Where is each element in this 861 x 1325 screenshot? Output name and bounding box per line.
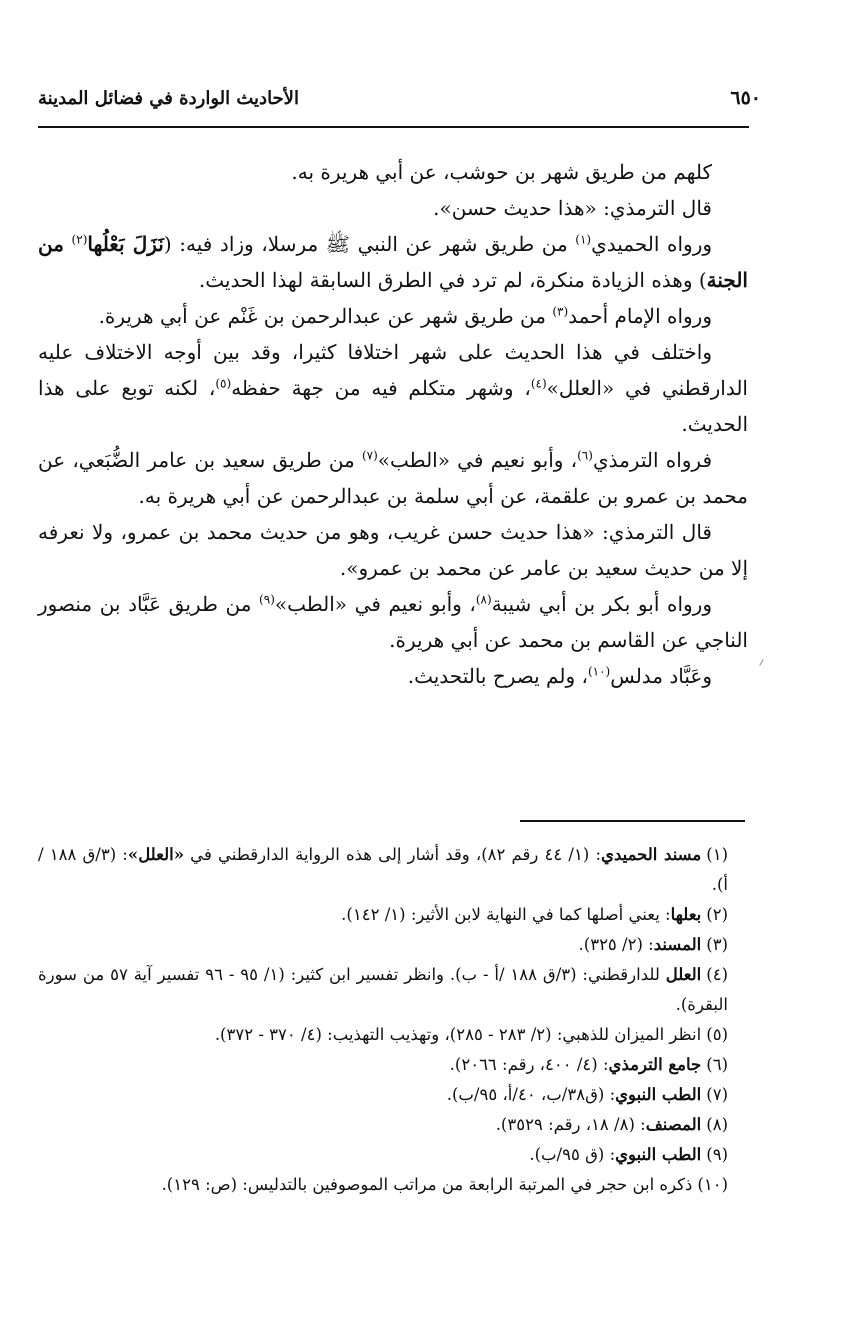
footnote-marker: (٤) (530, 376, 547, 391)
footnote-source: الطب النبوي (615, 1085, 702, 1104)
footnote-marker: (١) (575, 232, 592, 247)
footnote (38, 1110, 748, 1140)
footnote-marker: (٩) (259, 592, 275, 607)
paragraph-text: ورواه الإمام أحمد (568, 304, 712, 328)
paragraph-text: ، ولم يصرح بالتحديث. (407, 664, 588, 688)
footnote-text: : (ق ٩٥/ب). (529, 1145, 616, 1164)
footnote-text: : (٢/ ٣٢٥). (578, 935, 654, 954)
footnote-number: (٦) (706, 1055, 728, 1074)
footnote-marker: (١٠) (587, 664, 611, 679)
footnote (38, 1080, 748, 1110)
footnote-text: ذكره ابن حجر في المرتبة الرابعة من مراتب الموصوفين بالتدليس: (ص: ١٢٩). (161, 1175, 693, 1194)
footnote (38, 1020, 748, 1050)
footnote-marker: (٨) (475, 592, 492, 607)
footnote-separator (520, 820, 745, 822)
paragraph (38, 298, 748, 334)
footnote-number: (٣) (706, 935, 728, 954)
footnote-marker: (٥) (215, 376, 232, 391)
footnote-text: : (٨/ ١٨، رقم: ٣٥٢٩). (495, 1115, 646, 1134)
footnote (38, 840, 748, 900)
paragraph (38, 226, 748, 298)
running-title: الأحاديث الواردة في فضائل المدينة (38, 87, 299, 109)
footnote-number: (٨) (706, 1115, 728, 1134)
footnote-marker: (٦) (577, 448, 593, 463)
footnote-marker: (٧) (361, 448, 378, 463)
footnote (38, 1170, 748, 1200)
margin-pen-mark (759, 659, 764, 665)
paragraph (38, 658, 748, 694)
footnote (38, 1140, 748, 1170)
paragraph (38, 514, 748, 586)
emphasis-text: من الجنة (38, 232, 748, 292)
footnote-number: (٥) (706, 1025, 728, 1044)
paragraph-text: من طريق عَبَّاد بن منصور الناجي عن القاسم بن محمد عن أبي هريرة. (38, 592, 748, 652)
paragraph-text: من طريق سعيد بن عامر الضُّبَعي، عن محمد بن عمرو بن علقمة، عن أبي سلمة بن عبدالرحمن عن أبي هريرة به. (38, 448, 748, 508)
footnote-text: : (١/ ٤٤ رقم ٨٢)، وقد أشار إلى هذه الرواية الدارقطني في (184, 845, 602, 864)
paragraph-text (64, 232, 72, 256)
footnote-source: المسند (653, 935, 702, 954)
paragraph-text: ، وأبو نعيم في «الطب» (377, 448, 578, 472)
paragraph-text: ، وأبو نعيم في «الطب» (274, 592, 476, 616)
footnote-source: مسند الحميدي (601, 845, 702, 864)
footnote-marker: (٣) (552, 304, 569, 319)
paragraph (38, 442, 748, 514)
footnote-text: : (ق٣٨/ب، ٤٠/أ، ٩٥/ب). (446, 1085, 616, 1104)
footnote-number: (٧) (706, 1085, 728, 1104)
footnote-text: للدارقطني: (٣/ق ١٨٨ /أ - ب). وانظر تفسير ابن كثير: (١/ ٩٥ - ٩٦ تفسير آية ٥٧ من سورة البقرة). (38, 965, 728, 1014)
paragraph-text: ، وشهر متكلم فيه من جهة حفظه (231, 376, 531, 400)
paragraph-text: ) وهذه الزيادة منكرة، لم ترد في الطرق السابقة لهذا الحديث. (198, 268, 707, 292)
footnote (38, 900, 748, 930)
footnote-number: (١٠) (697, 1175, 728, 1194)
paragraph (38, 154, 748, 190)
footnote (38, 930, 748, 960)
footnote-text: : يعني أصلها كما في النهاية لابن الأثير: (١/ ١٤٢). (341, 905, 671, 924)
paragraph-text: ورواه أبو بكر بن أبي شيبة (491, 592, 712, 616)
paragraph-text: من طريق شهر عن النبي ﷺ مرسلا، وزاد فيه: ( (163, 232, 576, 256)
footnote-number: (٤) (706, 965, 729, 984)
footnote-source: العلل (665, 965, 702, 984)
footnote-marker: (٢) (71, 232, 88, 247)
footnote-source: المصنف (645, 1115, 702, 1134)
paragraph-text: وعَبَّاد مدلس (610, 664, 712, 688)
footnote-source: «العلل» (127, 845, 185, 864)
footnote-number: (١) (706, 845, 728, 864)
footnote (38, 960, 748, 1020)
paragraph-text: قال الترمذي: «هذا حديث حسن». (433, 196, 712, 220)
page-header (38, 82, 761, 114)
header-rule (38, 126, 749, 128)
paragraph (38, 334, 748, 442)
footnote-source: بعلها (670, 905, 702, 924)
footnote-source: جامع الترمذي (608, 1055, 702, 1074)
emphasis-text: نَزَلَ بَعْلُها (87, 232, 164, 256)
footnote (38, 1050, 748, 1080)
paragraph-text: فرواه الترمذي (592, 448, 713, 472)
footnote-text: : (٤/ ٤٠٠، رقم: ٢٠٦٦). (449, 1055, 609, 1074)
paragraph (38, 586, 748, 658)
paragraph-text: ورواه الحميدي (591, 232, 713, 256)
footnote-number: (٢) (706, 905, 728, 924)
paragraph-text: قال الترمذي: «هذا حديث حسن غريب، وهو من حديث محمد بن عمرو، ولا نعرفه إلا من حديث سعيد بن عامر عن محمد بن عمرو». (38, 520, 748, 580)
paragraph-text: واختلف في هذا الحديث على شهر اختلافا كثيرا، وقد بين أوجه الاختلاف عليه الدارقطني في «العلل» (38, 340, 748, 400)
footnote-text: انظر الميزان للذهبي: (٢/ ٢٨٣ - ٢٨٥)، وتهذيب التهذيب: (٤/ ٣٧٠ - ٣٧٢). (214, 1025, 702, 1044)
paragraph-text: من طريق شهر عن عبدالرحمن بن غَنْم عن أبي هريرة. (98, 304, 553, 328)
footnote-text: : (٣/ق ١٨٨ /أ). (38, 845, 728, 894)
paragraph-text: كلهم من طريق شهر بن حوشب، عن أبي هريرة به. (291, 160, 712, 184)
footnote-number: (٩) (706, 1145, 728, 1164)
page-number: ٦٥٠ (730, 87, 761, 109)
main-text (38, 154, 748, 694)
footnote-source: الطب النبوي (615, 1145, 702, 1164)
paragraph-text: ، لكنه توبع على هذا الحديث. (38, 376, 748, 436)
paragraph (38, 190, 748, 226)
footnotes (38, 840, 748, 1200)
